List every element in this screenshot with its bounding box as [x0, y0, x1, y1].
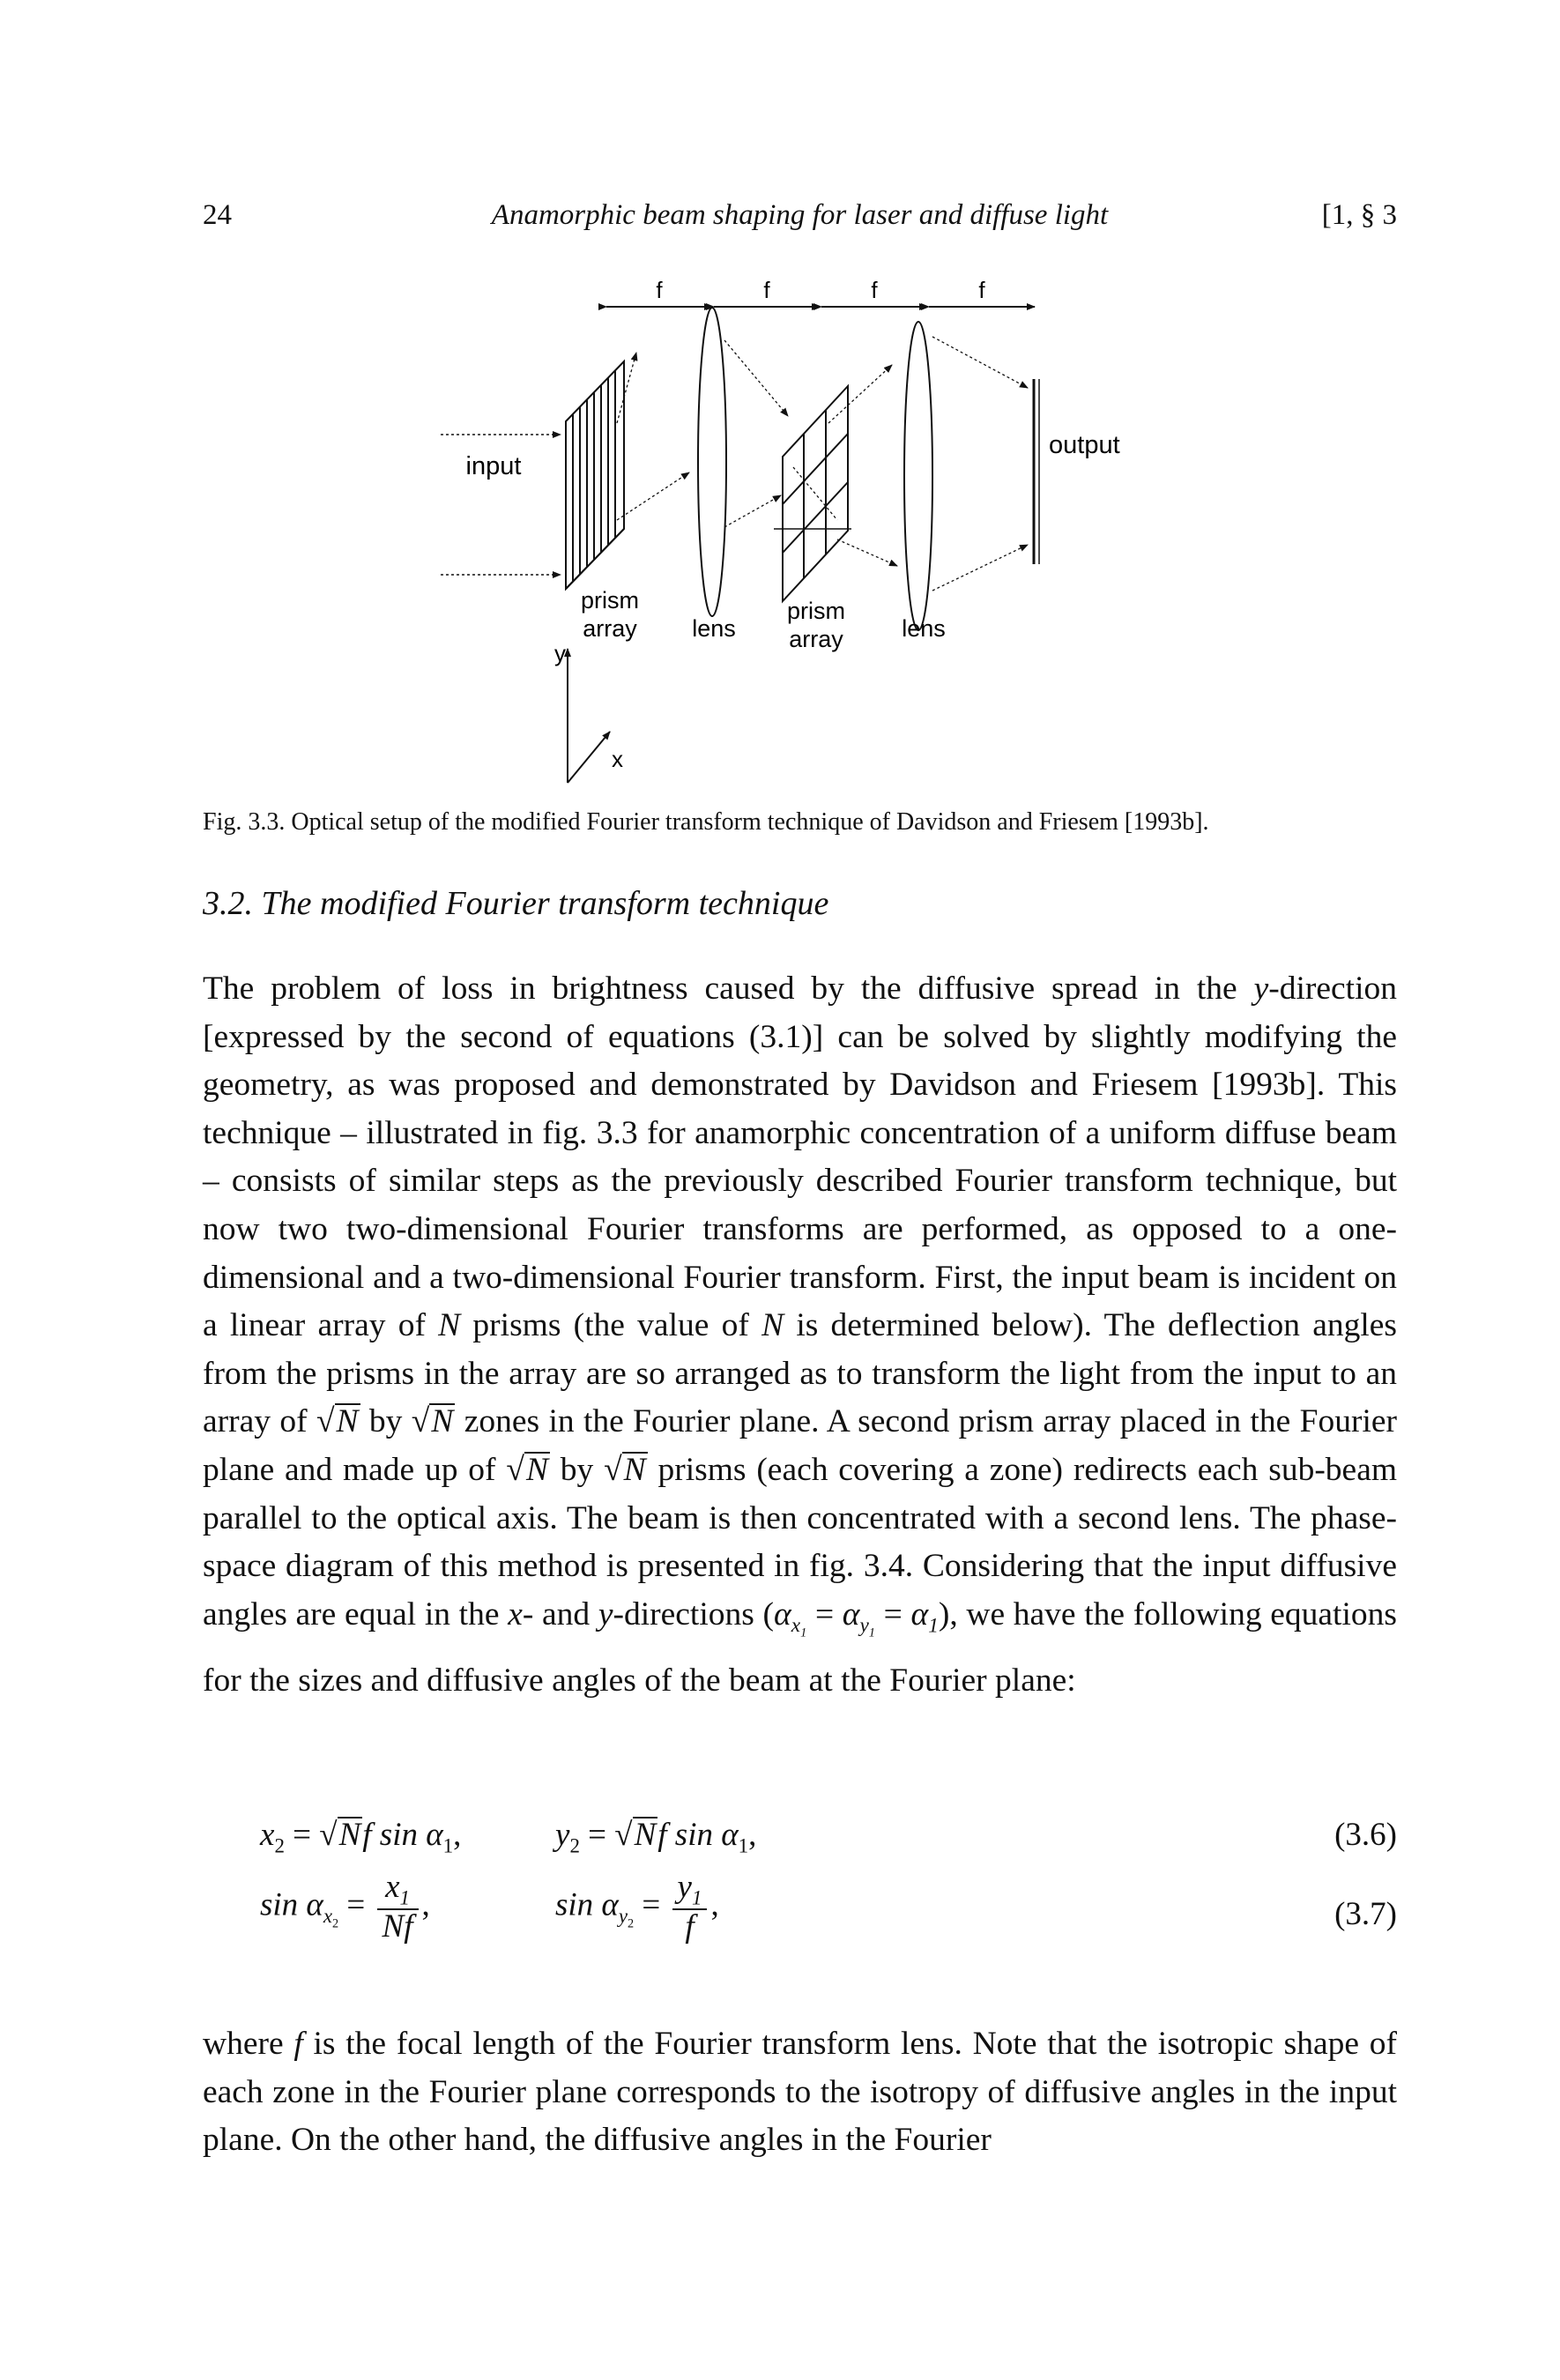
sqrt-n: √N	[506, 1451, 548, 1488]
prism-label-1: prism	[581, 587, 639, 614]
section-heading: 3.2. The modified Fourier transform technique	[203, 885, 829, 922]
body-paragraph-2	[203, 2020, 1397, 2165]
sqrt-n: √N	[316, 1403, 359, 1440]
array-label-1: array	[583, 615, 637, 642]
paragraph-text-2: where f is the focal length of the Fourier transform lens. Note that the isotropic shape of each zone in the Fourier plane corresponds to the isotropy of diffusive angles in the input plane. On the other hand, the diffusive angles in the Fourier	[203, 2026, 1398, 2159]
equation-number-3-6: (3.6)	[1334, 1817, 1397, 1853]
lens-1	[692, 308, 736, 642]
body-paragraph	[203, 965, 1397, 1706]
equation-sin-alpha-x2: $\sin \alpha_{x_2}$ = $\frac{x_1}{Nf}$ ,	[260, 1869, 430, 1945]
equation-block	[203, 1816, 1397, 2001]
focal-length-arrows	[606, 277, 1035, 307]
focal-label-2: f	[763, 277, 770, 303]
y-axis-label: y	[554, 640, 566, 666]
running-title: Anamorphic beam shaping for laser and diffuse light	[491, 199, 1109, 231]
figure-optical-setup	[379, 264, 1172, 785]
lens-label-1: lens	[692, 615, 736, 642]
sqrt-n: √N	[411, 1403, 454, 1440]
output-label: output	[1049, 431, 1120, 459]
rays-prism-to-lens-1	[617, 353, 689, 520]
figure-caption: Fig. 3.3. Optical setup of the modified Fourier transform technique of Davidson and Friesem [1993b].	[203, 808, 1209, 836]
input-beam	[441, 421, 566, 586]
prism-array-2	[774, 386, 851, 601]
lens-2	[902, 322, 946, 642]
x-axis-label: x	[612, 746, 623, 772]
prism-array-1	[566, 361, 624, 589]
array-label-2: array	[789, 626, 843, 652]
equation-number-3-7: (3.7)	[1334, 1896, 1397, 1932]
focal-label-1: f	[656, 277, 663, 303]
input-label: input	[465, 452, 522, 480]
lens-label-2: lens	[902, 615, 946, 642]
coordinate-axes	[554, 640, 623, 783]
section-reference: [1, § 3	[1321, 199, 1397, 231]
focal-label-3: f	[871, 277, 878, 303]
sqrt-n: √N	[604, 1451, 646, 1488]
rays-lens-1-to-prism-2	[724, 340, 788, 527]
rays-lens-2-to-output	[932, 337, 1028, 591]
optical-setup-diagram	[379, 264, 1172, 785]
prism-label-2: prism	[787, 598, 845, 624]
equation-y2: $y_2 = √Nf$ $\sin \alpha_1$,	[555, 1817, 757, 1857]
equation-x2: $x_2 = √Nf$ $\sin \alpha_1$,	[260, 1817, 462, 1857]
output-plane	[1034, 379, 1120, 564]
alpha-y1: $\alpha_{y_1}$	[842, 1595, 875, 1640]
alpha-x1: $\alpha_{x_1}$	[774, 1595, 807, 1640]
equation-sin-alpha-y2: $\sin \alpha_{y_2}$ = $\frac{y_1}{f}$ ,	[555, 1869, 719, 1945]
focal-label-4: f	[978, 277, 985, 303]
alpha-1: $\alpha_1$	[910, 1595, 939, 1638]
page-number: 24	[203, 199, 232, 231]
page-header	[203, 199, 1397, 238]
paragraph-text: The problem of loss in brightness caused by the diffusive spread in the y-direction [expressed by the second of equations (3.1)] can be solved by slightly modifying the geometry, as was proposed and demonstrated by Davidson and Friesem [1993b]. This technique – illustrated in fig. 3.3 for anamorphic concentration of a uniform diffuse beam – consists of similar steps as the previously described Fourier transform technique, but now two two-dimensional Fourier transforms are performed, as opposed to a one-dimensional and a two-dimensional Fourier transform. First, the input beam is incident on a linear array of N prisms (the value of N is determined below). The deflection angles from the prisms in the array are so arranged as to transform the light from the input to an array of √N by √N zones in the Fourier plane. A second prism array placed in the Fourier plane and made up of √N by √N prisms (each covering a zone) redirects each sub-beam parallel to the optical axis. The beam is then concentrated with a second lens. The phase-space diagram of this method is presented in fig. 3.4. Considering that the input diffusive angles are equal in the x- and y-directions $(\alpha_{x_1} = \alpha_{y_1} = \alpha_1)$, we have the following equations for the sizes and diffusive angles of the beam at the Fourier plane:	[203, 971, 1398, 1699]
